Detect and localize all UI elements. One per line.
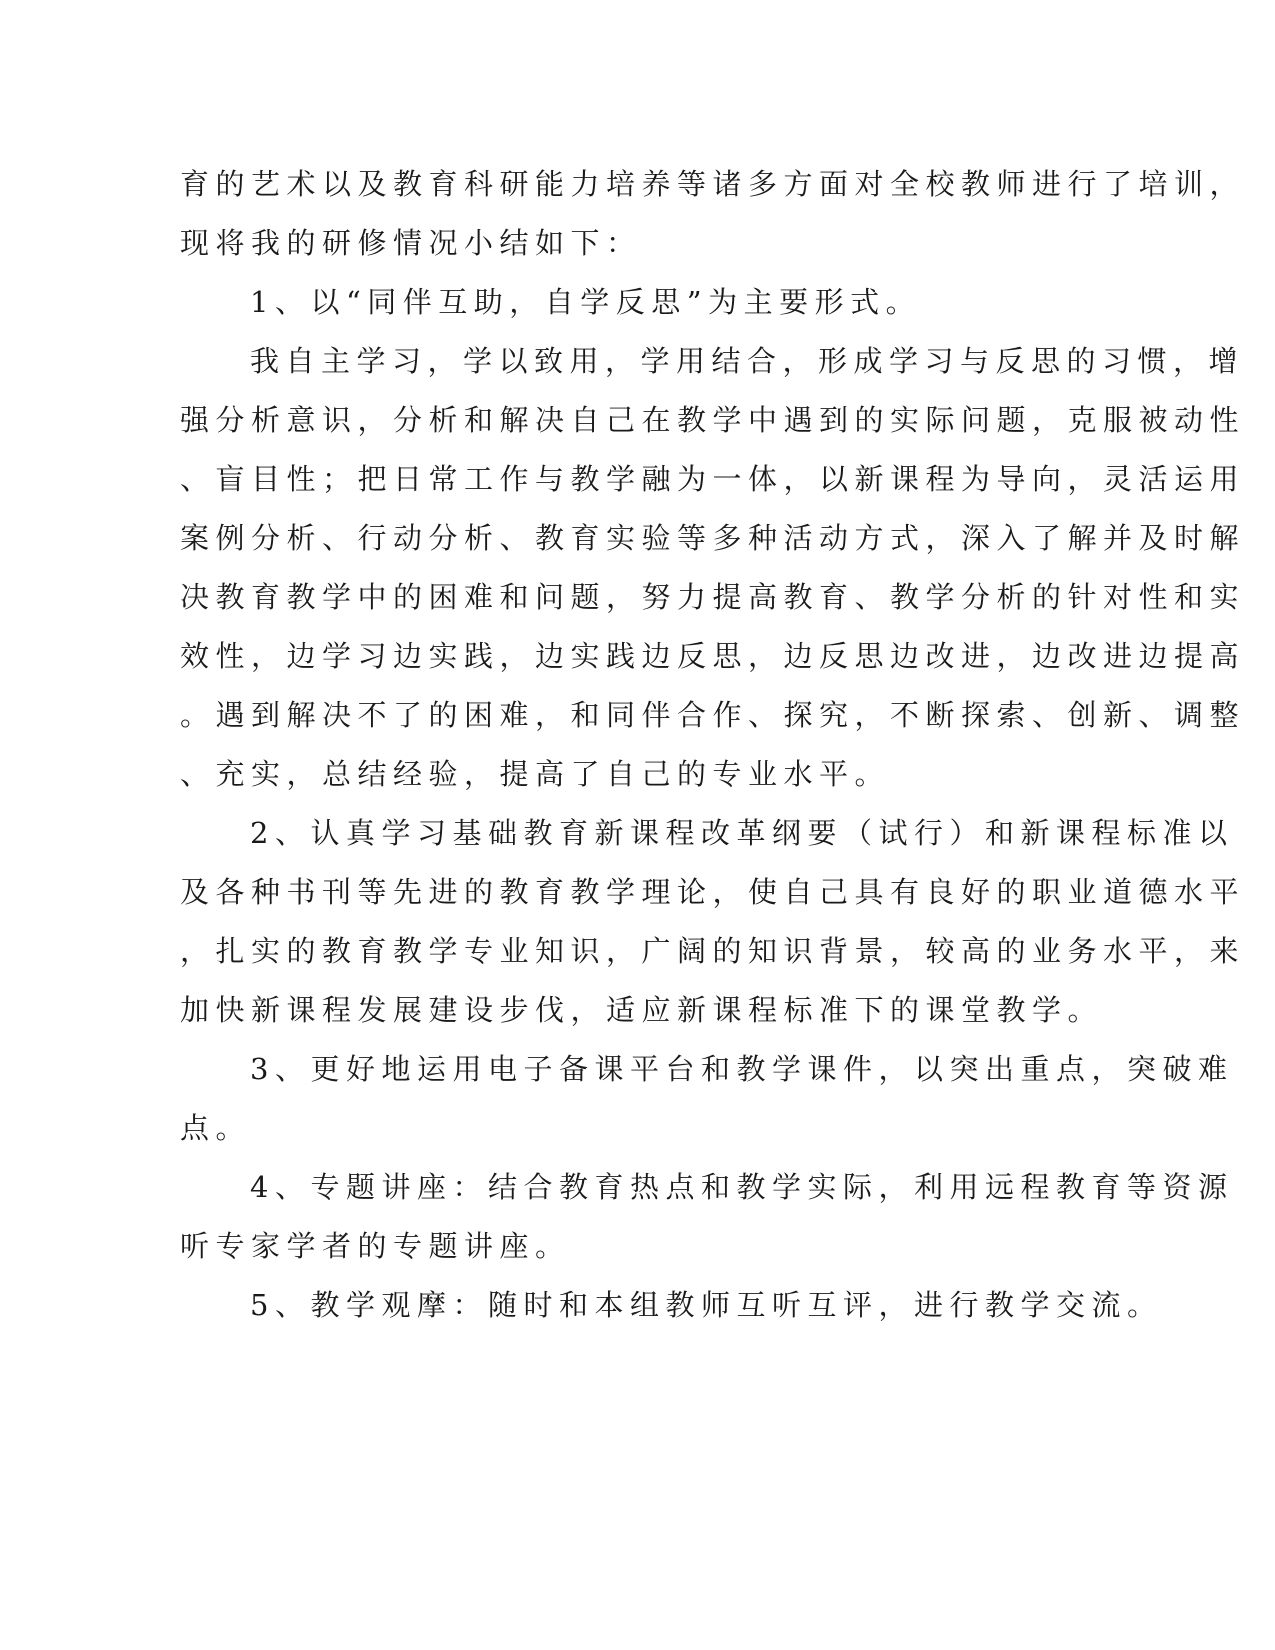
text-line: 听专家学者的专题讲座。 bbox=[180, 1229, 571, 1263]
text-line: 及各种书刊等先进的教育教学理论，使自己具有良好的职业道德水平 bbox=[180, 875, 1246, 909]
text-line: 案例分析、行动分析、教育实验等多种活动方式，深入了解并及时解 bbox=[180, 521, 1246, 555]
text-line: 现将我的研修情况小结如下： bbox=[180, 226, 642, 260]
text-line: ，扎实的教育教学专业知识，广阔的知识背景，较高的业务水平，来 bbox=[180, 934, 1246, 968]
text-line: 、充实，总结经验，提高了自己的专业水平。 bbox=[180, 757, 891, 791]
text-line: 。遇到解决不了的困难，和同伴合作、探究，不断探索、创新、调整 bbox=[180, 698, 1246, 732]
text-line: 育的艺术以及教育科研能力培养等诸多方面对全校教师进行了培训， bbox=[180, 167, 1246, 201]
text-line: 3、更好地运用电子备课平台和教学课件，以突出重点，突破难 bbox=[250, 1052, 1234, 1086]
text-line: 点。 bbox=[180, 1111, 252, 1145]
text-line: 加快新课程发展建设步伐，适应新课程标准下的课堂教学。 bbox=[180, 993, 1104, 1027]
text-line: 决教育教学中的困难和问题，努力提高教育、教学分析的针对性和实 bbox=[180, 580, 1246, 614]
text-line: 我自主学习，学以致用，学用结合，形成学习与反思的习惯，增 bbox=[250, 344, 1245, 378]
text-line: 1、以“同伴互助，自学反思”为主要形式。 bbox=[250, 285, 922, 319]
text-line: 强分析意识，分析和解决自己在教学中遇到的实际问题，克服被动性 bbox=[180, 403, 1246, 437]
text-line: 5、教学观摩：随时和本组教师互听互评，进行教学交流。 bbox=[250, 1288, 1163, 1322]
text-line: 、盲目性；把日常工作与教学融为一体，以新课程为导向，灵活运用 bbox=[180, 462, 1246, 496]
text-line: 2、认真学习基础教育新课程改革纲要（试行）和新课程标准以 bbox=[250, 816, 1234, 850]
text-line: 效性，边学习边实践，边实践边反思，边反思边改进，边改进边提高 bbox=[180, 639, 1246, 673]
text-line: 4、专题讲座：结合教育热点和教学实际，利用远程教育等资源 bbox=[250, 1170, 1234, 1204]
